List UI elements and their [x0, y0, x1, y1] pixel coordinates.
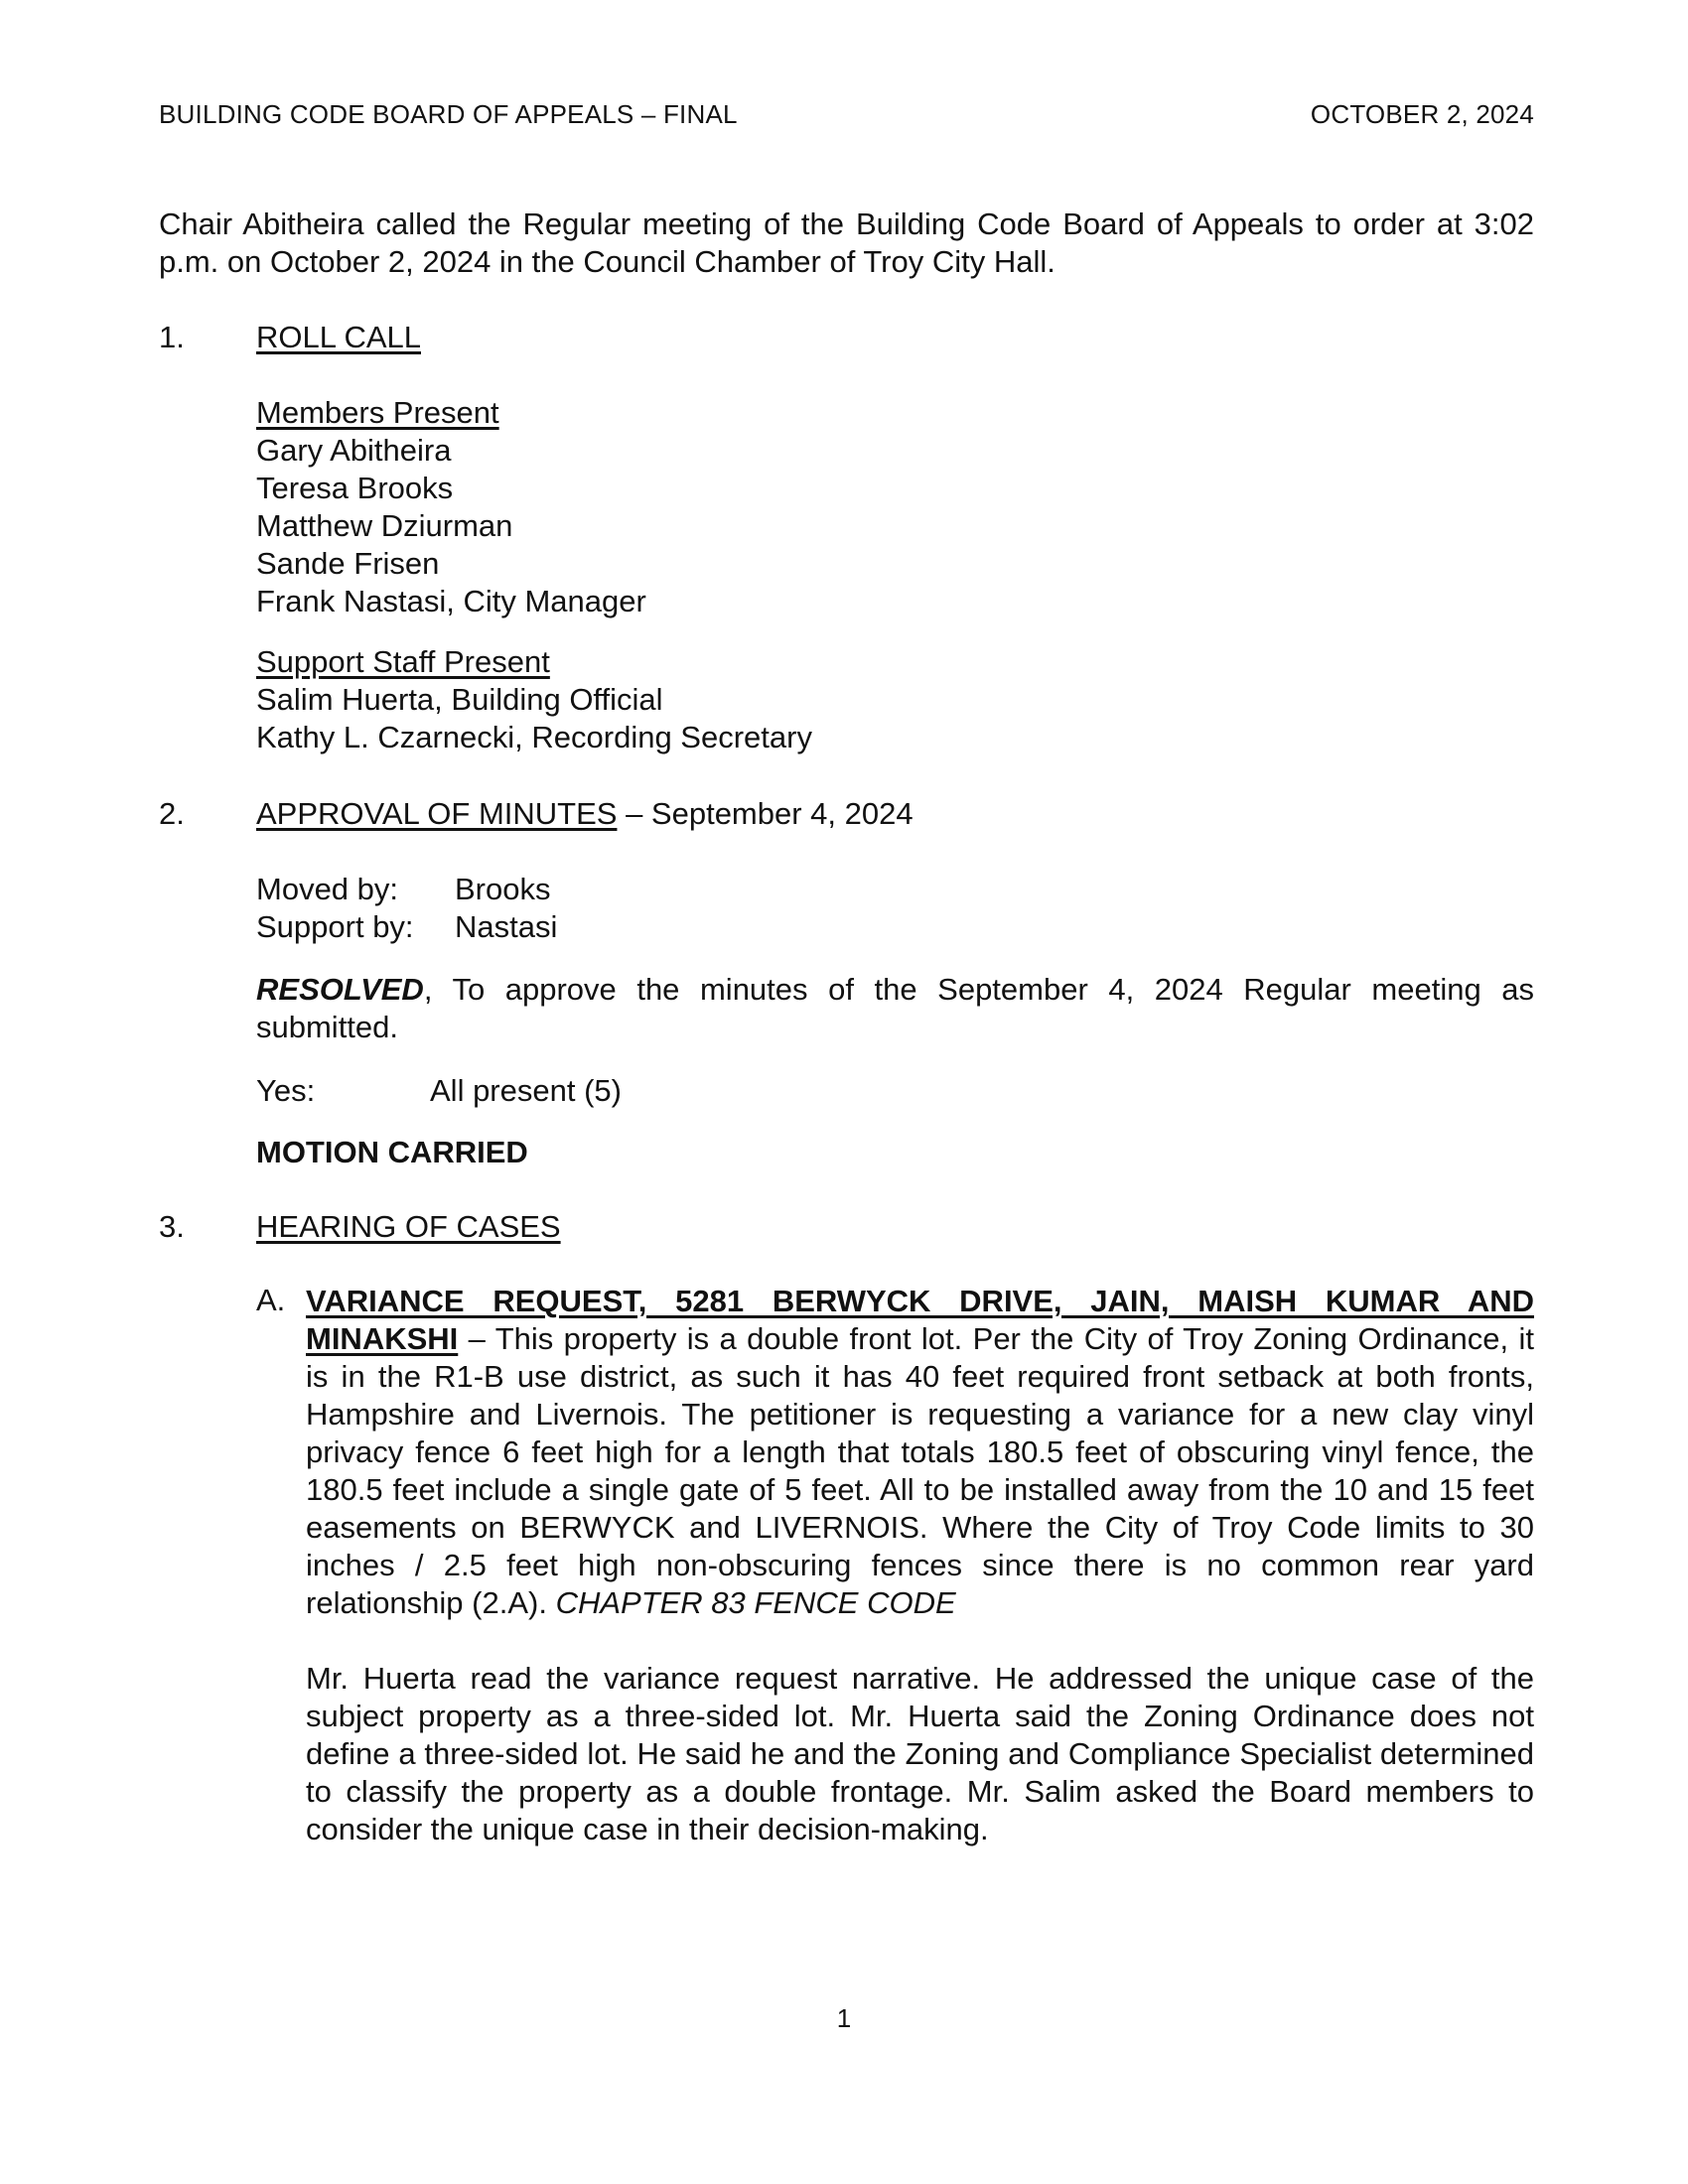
yes-label: Yes: — [256, 1073, 316, 1108]
minutes-date: – September 4, 2024 — [617, 796, 914, 831]
resolved-text: , To approve the minutes of the September 4, 2024 Regular meeting as submitted. — [256, 972, 1534, 1044]
item-title-minutes — [256, 796, 914, 832]
moved-value: Brooks — [455, 872, 551, 906]
member-name: Teresa Brooks — [256, 471, 454, 505]
case-text: – This property is a double front lot. Per the City of Troy Zoning Ordinance, it is in the R1-B use district, as such it has 40 feet required front setback at both fronts, Hampshire and Livernois. The petitioner is requesting a variance for a new clay vinyl privacy fence 6 feet high for a length that totals 180.5 feet of obscuring vinyl fence, the 180.5 feet include a single gate of 5 feet. All to be installed away from the 10 and 15 feet easements on BERWYCK and LIVERNOIS. Where the City of Troy Code limits to 30 inches / 2.5 feet high non-obscuring fences since there is no common rear yard relationship (2.A). — [306, 1321, 1534, 1620]
members-heading: Members Present — [256, 395, 499, 430]
item-number-roll-call: 1. — [159, 320, 185, 354]
moved-row — [256, 871, 1534, 908]
staff-name: Salim Huerta, Building Official — [256, 682, 663, 717]
member-name: Frank Nastasi, City Manager — [256, 584, 646, 618]
support-staff-block — [256, 643, 1534, 756]
yes-value: All present (5) — [430, 1073, 622, 1108]
motion-carried: MOTION CARRIED — [256, 1135, 528, 1169]
case-letter: A. — [256, 1283, 286, 1317]
resolution-paragraph — [256, 971, 1534, 1046]
support-value: Nastasi — [455, 909, 558, 944]
intro-paragraph: Chair Abitheira called the Regular meeting of the Building Code Board of Appeals to order at 3:02 p.m. on October 2, 2024 in the Council Chamber of Troy City Hall. — [159, 206, 1534, 279]
case-discussion: Mr. Huerta read the variance request narrative. He addressed the unique case of the subject property as a three-sided lot. Mr. Huerta said the Zoning Ordinance does not define a three-sided lot. He said he and the Zoning and Compliance Specialist determined to classify the property as a double frontage. Mr. Salim asked the Board members to consider the unique case in their decision-making. — [306, 1661, 1534, 1846]
item-title-roll-call: ROLL CALL — [256, 320, 421, 354]
item-number-minutes: 2. — [159, 796, 185, 831]
members-present-block — [256, 394, 1534, 620]
support-row — [256, 908, 1534, 946]
moved-label: Moved by: — [256, 872, 399, 906]
case-code: CHAPTER 83 FENCE CODE — [555, 1585, 956, 1620]
item-title-hearing: HEARING OF CASES — [256, 1209, 561, 1244]
motion-block — [256, 871, 1534, 946]
case-title: VARIANCE REQUEST, 5281 BERWYCK DRIVE, JAIN, MAISH KUMAR AND MINAKSHI — [306, 1284, 1534, 1356]
vote-row — [256, 1072, 1534, 1110]
header-date: OCTOBER 2, 2024 — [1310, 99, 1534, 129]
member-name: Matthew Dziurman — [256, 508, 513, 543]
staff-heading: Support Staff Present — [256, 644, 550, 679]
resolved-word: RESOLVED — [256, 972, 424, 1007]
staff-name: Kathy L. Czarnecki, Recording Secretary — [256, 720, 812, 754]
header-title: BUILDING CODE BOARD OF APPEALS – FINAL — [159, 99, 738, 129]
minutes-title: APPROVAL OF MINUTES — [256, 796, 618, 831]
support-label: Support by: — [256, 909, 414, 944]
item-number-hearing: 3. — [159, 1209, 185, 1244]
page-number: 1 — [836, 2003, 852, 2033]
page-header — [159, 99, 1534, 130]
member-name: Sande Frisen — [256, 546, 440, 581]
case-description — [306, 1283, 1534, 1622]
member-name: Gary Abitheira — [256, 433, 452, 468]
